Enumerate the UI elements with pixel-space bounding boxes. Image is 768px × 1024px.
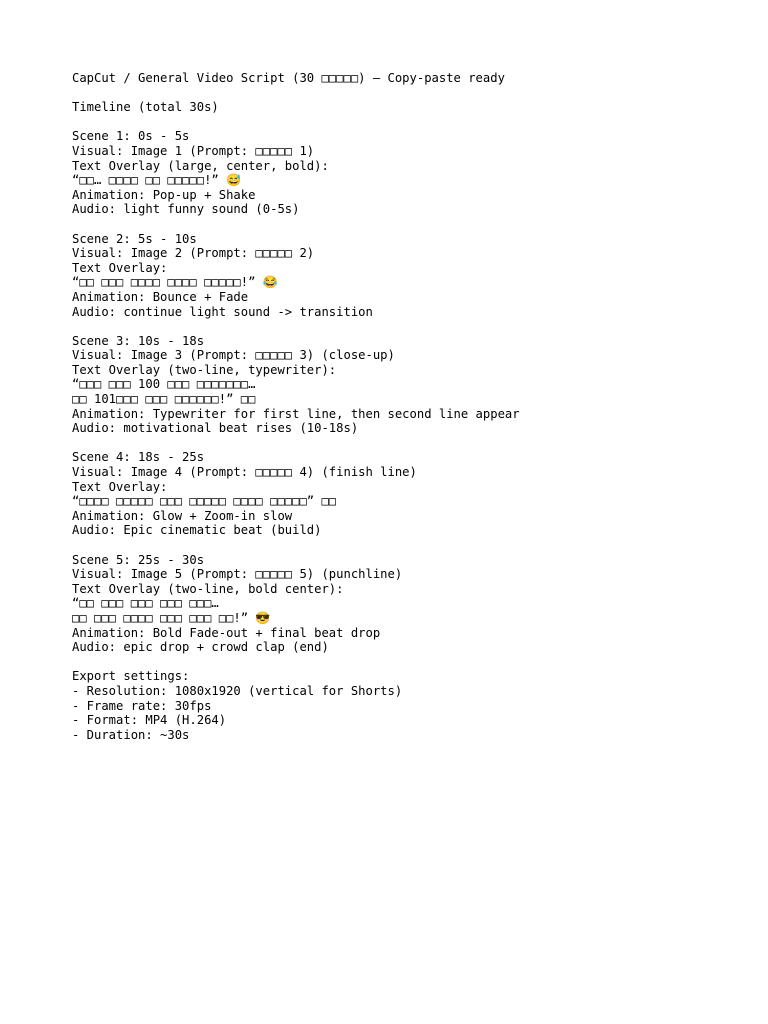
export-settings xyxy=(72,669,752,742)
scene-animation: Animation: Bold Fade-out + final beat drop xyxy=(72,625,381,640)
timeline-heading: Timeline (total 30s) xyxy=(72,100,219,115)
scene-heading: Scene 1: 0s - 5s xyxy=(72,129,190,144)
scene-1 xyxy=(72,129,752,217)
scene-visual: Visual: Image 1 (Prompt: □□□□□ 1) xyxy=(72,143,315,158)
scene-visual: Visual: Image 3 (Prompt: □□□□□ 3) (close-up) xyxy=(72,348,395,363)
scene-overlay-text: “□□… □□□□ □□ □□□□□!” 😅 xyxy=(72,173,242,188)
scene-overlay-text: “□□ □□□ □□□□ □□□□ □□□□□!” 😂 xyxy=(72,275,278,290)
export-item-frame-rate: - Frame rate: 30fps xyxy=(72,698,212,713)
scene-4 xyxy=(72,450,752,538)
scene-audio: Audio: light funny sound (0-5s) xyxy=(72,202,300,217)
scene-audio: Audio: continue light sound -> transition xyxy=(72,304,373,319)
scene-animation: Animation: Typewriter for first line, then second line appear xyxy=(72,406,520,421)
scene-overlay-text: “□□□□ □□□□□ □□□ □□□□□ □□□□ □□□□□” □□ xyxy=(72,494,337,509)
scene-overlay-label: Text Overlay (two-line, bold center): xyxy=(72,581,344,596)
spacer xyxy=(72,319,752,334)
scene-heading: Scene 4: 18s - 25s xyxy=(72,450,205,465)
scene-overlay-label: Text Overlay: xyxy=(72,479,168,494)
scene-5 xyxy=(72,553,752,655)
export-heading: Export settings: xyxy=(72,669,190,684)
spacer xyxy=(72,655,752,670)
export-item-resolution: - Resolution: 1080x1920 (vertical for Shorts) xyxy=(72,683,403,698)
scene-visual: Visual: Image 2 (Prompt: □□□□□ 2) xyxy=(72,246,315,261)
document-title: CapCut / General Video Script (30 □□□□□) — Copy-paste ready xyxy=(72,71,505,85)
scene-2 xyxy=(72,232,752,320)
spacer xyxy=(72,115,752,130)
scene-audio: Audio: Epic cinematic beat (build) xyxy=(72,523,322,538)
export-item-duration: - Duration: ~30s xyxy=(72,727,190,742)
scene-animation: Animation: Glow + Zoom-in slow xyxy=(72,508,293,523)
spacer xyxy=(72,538,752,553)
scene-overlay-label: Text Overlay (large, center, bold): xyxy=(72,158,329,173)
scene-heading: Scene 5: 25s - 30s xyxy=(72,552,205,567)
spacer xyxy=(72,217,752,232)
scene-audio: Audio: epic drop + crowd clap (end) xyxy=(72,640,329,655)
scene-overlay-text: □□ 101□□□ □□□ □□□□□□!” □□ xyxy=(72,392,256,407)
scene-heading: Scene 2: 5s - 10s xyxy=(72,231,197,246)
scene-visual: Visual: Image 4 (Prompt: □□□□□ 4) (finish line) xyxy=(72,465,417,480)
scene-overlay-text: “□□□ □□□ 100 □□□ □□□□□□□… xyxy=(72,377,256,392)
scene-3 xyxy=(72,334,752,436)
spacer xyxy=(72,436,752,451)
spacer xyxy=(72,86,752,101)
script-document xyxy=(72,71,752,742)
scene-overlay-label: Text Overlay (two-line, typewriter): xyxy=(72,362,337,377)
scene-overlay-label: Text Overlay: xyxy=(72,260,168,275)
scene-heading: Scene 3: 10s - 18s xyxy=(72,333,205,348)
scene-animation: Animation: Bounce + Fade xyxy=(72,289,249,304)
scene-animation: Animation: Pop-up + Shake xyxy=(72,187,256,202)
scene-visual: Visual: Image 5 (Prompt: □□□□□ 5) (punchline) xyxy=(72,567,403,582)
export-item-format: - Format: MP4 (H.264) xyxy=(72,713,227,728)
scene-overlay-text: □□ □□□ □□□□ □□□ □□□ □□!” 😎 xyxy=(72,610,271,625)
scene-audio: Audio: motivational beat rises (10-18s) xyxy=(72,421,359,436)
scene-overlay-text: “□□ □□□ □□□ □□□ □□□… xyxy=(72,596,219,611)
